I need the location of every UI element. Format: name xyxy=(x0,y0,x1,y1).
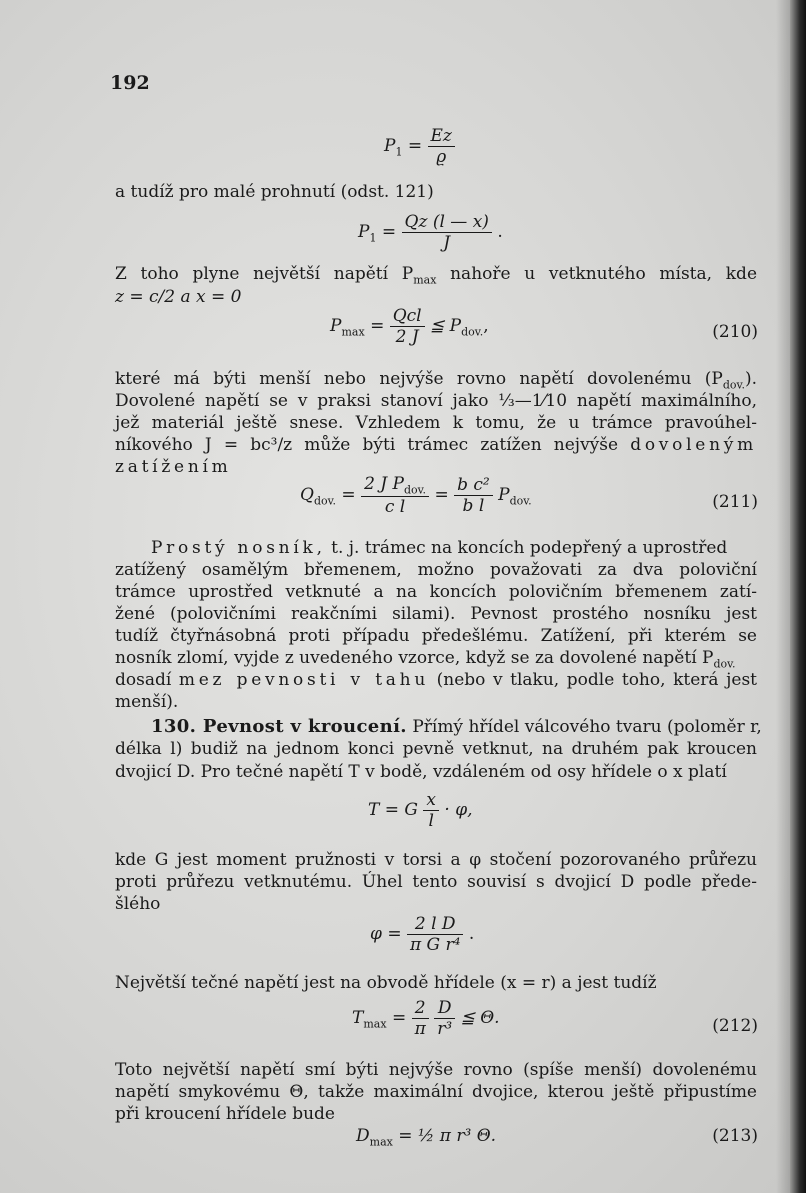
text-line: menší). xyxy=(115,692,179,712)
text-line: žené (polovičními reakčními silami). Pevnost prostého nosníku jest xyxy=(115,604,757,624)
text-line: Prostý nosník, t. j. trámec na koncích podepřený a uprostřed xyxy=(151,538,728,558)
text-line: které má býti menší nebo nejvýše rovno napětí dovolenému $(P_{dov.})$. xyxy=(115,369,757,392)
text-line: trámce uprostřed vetknuté a na koncích polovičním břemenem zatí- xyxy=(115,582,757,602)
section-title: 130. Pevnost v kroucení. xyxy=(151,716,407,737)
equation-number-213: (213) xyxy=(712,1126,758,1146)
text-line: zatížený osamělým břemenem, možno považovati za dva poloviční xyxy=(115,560,757,580)
text-line: dvojicí D. Pro tečné napětí T v bodě, vzdáleném od osy hřídele o x platí xyxy=(115,762,727,782)
page-number: 192 xyxy=(110,72,150,94)
text-line: tudíž čtyřnásobná proti případu předešlému. Zatížení, při kterém se xyxy=(115,626,757,646)
book-spine xyxy=(790,0,806,1193)
text-line: z = c/2 a x = 0 xyxy=(115,287,242,307)
text-line: při kroucení hřídele bude xyxy=(115,1104,335,1124)
text-line: zatížením xyxy=(115,457,232,477)
text-line: Dovolené napětí se v praksi stanoví jako ⅓—1⁄10 napětí maximálního, xyxy=(115,391,757,411)
text-line: dosadí mez pevnosti v tahu (nebo v tlaku, podle toho, která jest xyxy=(115,670,758,690)
text-line: napětí smykovému Θ, takže maximální dvojice, kterou ještě připustíme xyxy=(115,1082,757,1102)
equation-p1-moment: $P_1$ = $\frac{Qz (l — x)}{J}$ . xyxy=(358,212,503,253)
equation-number-212: (212) xyxy=(712,1016,758,1036)
text-line: níkového J = bc³/z může býti trámec zatížen nejvýše dovoleným xyxy=(115,435,757,455)
equation-213: $D_{max}$ = ½ π r³ Θ. xyxy=(356,1126,497,1149)
text-line: jež materiál ještě snese. Vzhledem k tomu, že u trámce pravoúhel- xyxy=(115,413,757,433)
text-line: šlého xyxy=(115,894,161,914)
text-line: délka l) budiž na jednom konci pevně vetknut, na druhém pak kroucen xyxy=(115,739,757,759)
section-heading-line: 130. Pevnost v kroucení. Přímý hřídel válcového tvaru (poloměr r, xyxy=(151,716,762,737)
text-line: Toto největší napětí smí býti nejvýše rovno (spíše menší) dovolenému xyxy=(115,1060,757,1080)
equation-212: $T_{max}$ = $\frac{2}{\pi}$ $\frac{D}{\text{r³}}$ ≦ Θ. xyxy=(352,998,500,1039)
text-line: Z toho plyne největší napětí $P_{max}$ nahoře u vetknutého místa, kde xyxy=(115,264,758,287)
text-line: Největší tečné napětí jest na obvodě hřídele (x = r) a jest tudíž xyxy=(115,973,657,993)
page-shadow xyxy=(776,0,790,1193)
equation-number-211: (211) xyxy=(712,492,758,512)
equation-shear-stress: T = G $\frac{x}{l}$ · φ, xyxy=(368,790,473,831)
text-line: nosník zlomí, vyjde z uvedeného vzorce, když se za dovolené napětí $P_{dov.}$ xyxy=(115,648,736,671)
equation-p1-strain: $P_1$ = $\frac{Ez}{ϱ}$ xyxy=(384,126,455,167)
text-line: a tudíž pro malé prohnutí (odst. 121) xyxy=(115,182,434,202)
equation-number-210: (210) xyxy=(712,322,758,342)
text-line: proti průřezu vetknutému. Úhel tento souvisí s dvojicí D podle přede- xyxy=(115,872,757,892)
equation-210: $P_{max}$ = $\frac{\text{Qcl}}{2 J}$ ≦ $P_{dov.}$, xyxy=(330,306,489,347)
equation-twist-angle: φ = $\frac{\text{2 l D}}{\text{π G r⁴}}$ . xyxy=(370,914,475,955)
equation-211: $Q_{dov.}$ = $\frac{2 J P_{dov.}}{\text{c l}}$ = $\frac{\text{b c²}}{\text{b l}}$ $P_{dov.}$ xyxy=(300,474,532,518)
text-line: kde G jest moment pružnosti v torsi a φ stočení pozorovaného průřezu xyxy=(115,850,757,870)
